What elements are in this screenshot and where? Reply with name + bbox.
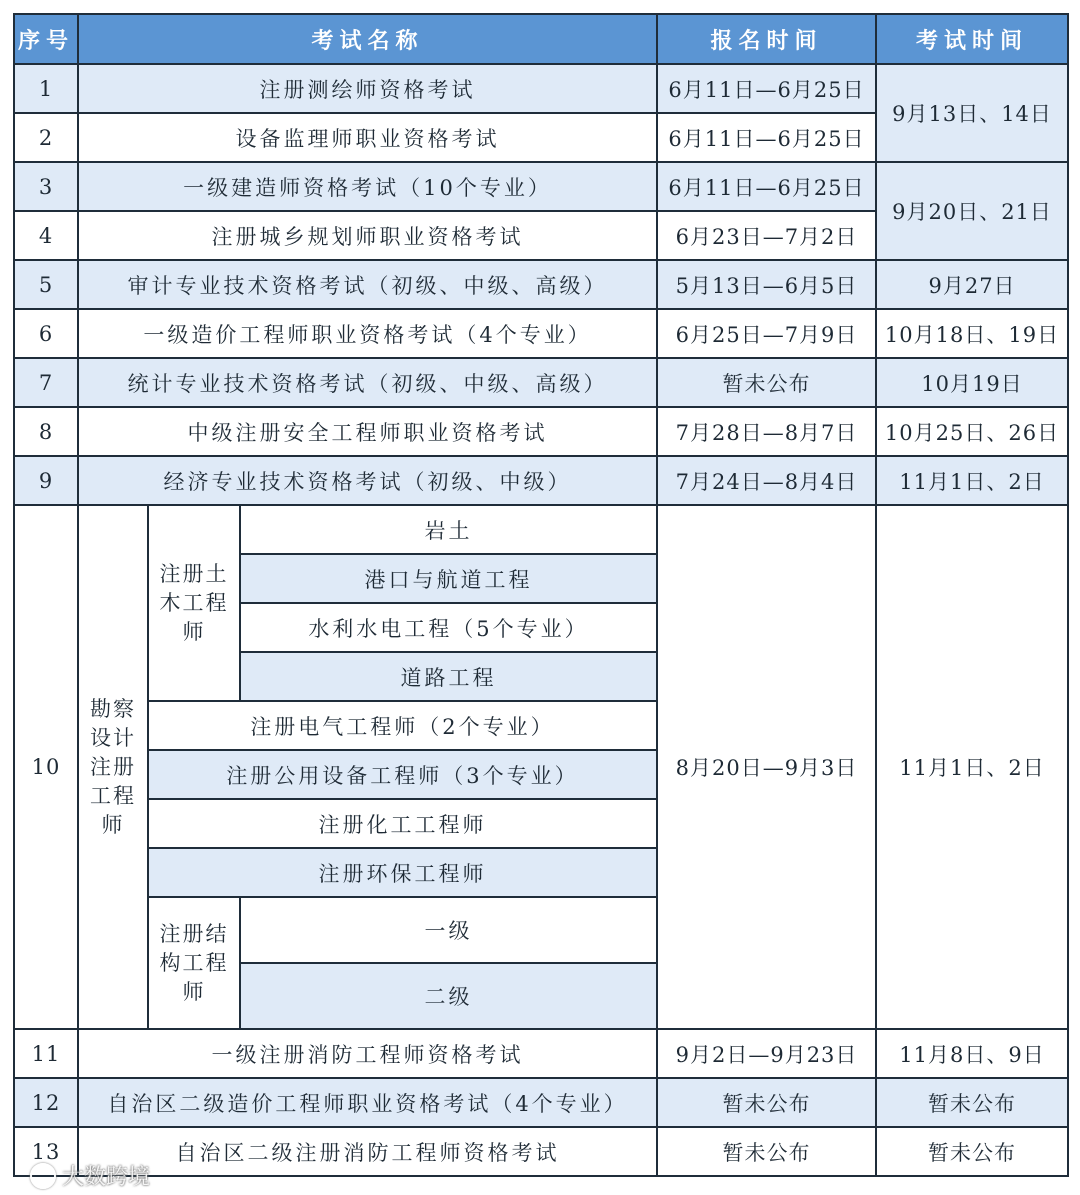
exam-time: 10月19日 [876,358,1068,407]
table-row [14,1078,1068,1127]
watermark-text: 大数跨境 [62,1165,151,1190]
reg-time: 暂未公布 [657,358,876,407]
exam-name: 一级注册消防工程师资格考试 [78,1029,657,1078]
row-no: 2 [14,113,78,162]
exam-name: 中级注册安全工程师职业资格考试 [78,407,657,456]
reg-time: 6月11日—6月25日 [657,64,876,113]
exam-name: 设备监理师职业资格考试 [78,113,657,162]
header-exam: 考试时间 [876,14,1068,64]
header-name: 考试名称 [78,14,657,64]
sub-exam: 注册化工工程师 [148,799,657,848]
reg-time: 5月13日—6月5日 [657,260,876,309]
reg-time: 6月25日—7月9日 [657,309,876,358]
exam-time: 9月13日、14日 [876,64,1068,162]
exam-time: 11月1日、2日 [876,505,1068,1029]
table-row [14,358,1068,407]
exam-name: 经济专业技术资格考试（初级、中级） [78,456,657,505]
exam-time: 暂未公布 [876,1078,1068,1127]
table-row [14,456,1068,505]
reg-time: 7月24日—8月4日 [657,456,876,505]
civil-label: 注册土木工程师 [148,505,240,701]
exam-name: 自治区二级造价工程师职业资格考试（4个专业） [78,1078,657,1127]
sub-exam: 注册环保工程师 [148,848,657,897]
row-no: 5 [14,260,78,309]
row-no: 12 [14,1078,78,1127]
sub-exam: 水利水电工程（5个专业） [240,603,657,652]
row-no: 13 [14,1127,78,1176]
exam-name: 一级建造师资格考试（10个专业） [78,162,657,211]
reg-time: 7月28日—8月7日 [657,407,876,456]
row-no: 1 [14,64,78,113]
exam-time: 11月1日、2日 [876,456,1068,505]
exam-time: 9月27日 [876,260,1068,309]
table-row [14,1029,1068,1078]
row-no: 10 [14,505,78,1029]
row-no: 11 [14,1029,78,1078]
sub-exam: 港口与航道工程 [240,554,657,603]
header-row [14,14,1068,64]
exam-time: 10月25日、26日 [876,407,1068,456]
exam-name: 一级造价工程师职业资格考试（4个专业） [78,309,657,358]
row-no: 3 [14,162,78,211]
exam-time: 10月18日、19日 [876,309,1068,358]
header-reg: 报名时间 [657,14,876,64]
reg-time: 暂未公布 [657,1127,876,1176]
structural-label: 注册结构工程师 [148,897,240,1029]
exam-time: 暂未公布 [876,1127,1068,1176]
sub-exam: 二级 [240,963,657,1029]
reg-time: 9月2日—9月23日 [657,1029,876,1078]
exam-time: 9月20日、21日 [876,162,1068,260]
exam-schedule-table [13,13,1069,1177]
row-no: 8 [14,407,78,456]
sub-exam: 注册公用设备工程师（3个专业） [148,750,657,799]
reg-time: 6月11日—6月25日 [657,113,876,162]
row-no: 4 [14,211,78,260]
reg-time: 8月20日—9月3日 [657,505,876,1029]
table-row [14,64,1068,113]
sub-exam: 一级 [240,897,657,963]
sub-exam: 注册电气工程师（2个专业） [148,701,657,750]
exam-time: 11月8日、9日 [876,1029,1068,1078]
reg-time: 6月11日—6月25日 [657,162,876,211]
exam-name: 统计专业技术资格考试（初级、中级、高级） [78,358,657,407]
table-row [14,260,1068,309]
table-row [14,162,1068,211]
table-row [14,1127,1068,1176]
table-row [14,407,1068,456]
sub-exam: 岩土 [240,505,657,554]
exam-name: 注册城乡规划师职业资格考试 [78,211,657,260]
exam-name: 自治区二级注册消防工程师资格考试 [78,1127,657,1176]
exam-name: 审计专业技术资格考试（初级、中级、高级） [78,260,657,309]
table-row [14,309,1068,358]
sub-exam: 道路工程 [240,652,657,701]
table-row [14,505,1068,554]
header-no: 序号 [14,14,78,64]
reg-time: 暂未公布 [657,1078,876,1127]
exam-name: 注册测绘师资格考试 [78,64,657,113]
row-no: 7 [14,358,78,407]
reg-time: 6月23日—7月2日 [657,211,876,260]
group-label: 勘察设计注册工程师 [78,505,148,1029]
row-no: 9 [14,456,78,505]
row-no: 6 [14,309,78,358]
